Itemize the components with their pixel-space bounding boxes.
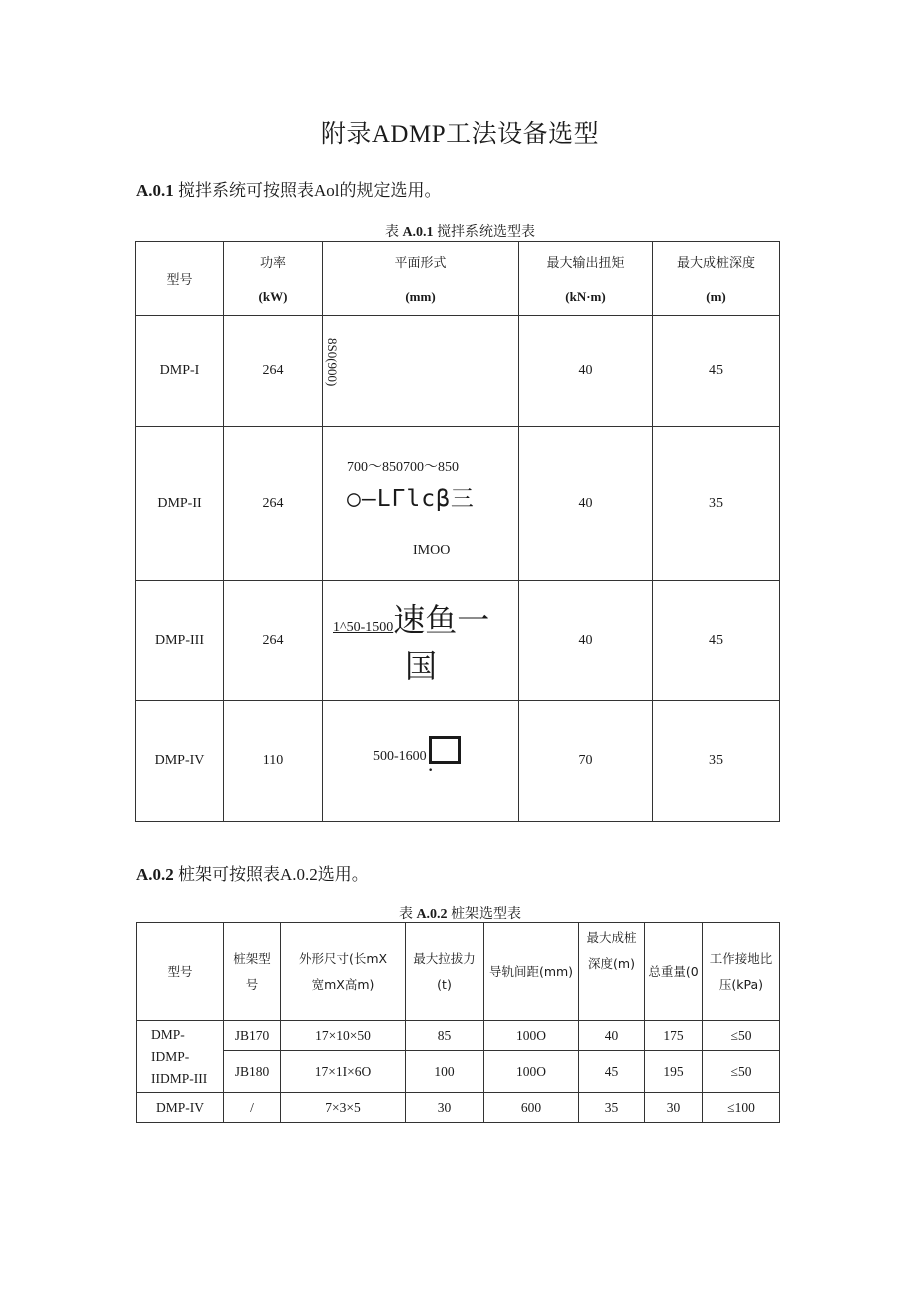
- table-a01-caption: 表 A.0.1 搅拌系统选型表: [384, 225, 536, 240]
- table-header-row: [137, 923, 780, 1021]
- table-row: DMP-IV 110 500-1600 · 70 35: [136, 701, 780, 822]
- header-torque: 最大输出扭矩 (kN·m): [519, 242, 653, 316]
- pile-frame-table: [136, 922, 780, 1123]
- header-depth: 最大成桩深度 (m): [653, 242, 780, 316]
- shape-sketch: 速鱼一: [393, 600, 490, 639]
- section-a02-number: A.0.2: [136, 865, 174, 884]
- header-shape: 平面形式 (mm): [323, 242, 519, 316]
- header-pull: 最大拉拔力 (t): [406, 923, 484, 1021]
- shape-cell: 500-1600 ·: [323, 701, 519, 822]
- header-weight: 总重量(0: [645, 923, 703, 1021]
- header-rail: 导轨间距(mm): [484, 923, 579, 1021]
- shape-cell: [323, 316, 519, 427]
- table-header-row: [136, 242, 780, 316]
- header-power: 功率 (kW): [224, 242, 323, 316]
- table-a02-caption: 表 A.0.2 桩架选型表: [398, 907, 522, 922]
- shape-cell: 1^50-1500速鱼一 国: [323, 581, 519, 701]
- header-pressure: 工作接地比 压(kPa): [703, 923, 780, 1021]
- header-frame: 桩架型 号: [224, 923, 281, 1021]
- table-row: JB180 17×1I×6O 100 100O 45 195 ≤50: [137, 1051, 780, 1093]
- table-row: DMP-III 264 1^50-1500速鱼一 国 40 45: [136, 581, 780, 701]
- section-a01-text: 搅拌系统可按照表Aol的规定选用。: [178, 181, 442, 200]
- header-dimensions: 外形尺寸(长mX 宽mX高m): [281, 923, 406, 1021]
- header-model: 型号: [137, 923, 224, 1021]
- header-depth: 最大成桩 深度(m): [579, 923, 645, 1021]
- table-row: DMP-I 264 8S0(900) 40 45: [136, 316, 780, 427]
- rotated-dimension: 8S0(900): [325, 338, 340, 387]
- section-a01-number: A.0.1: [136, 181, 174, 200]
- table-row: DMP- IDMP- IIDMP-III JB170 17×10×50 85 100O 40 175 ≤50: [137, 1021, 780, 1051]
- header-model: 型号: [136, 242, 224, 316]
- section-a01-heading: [136, 176, 442, 201]
- shape-sketch: ○—LΓlcβ三: [347, 486, 475, 512]
- shape-cell: 700～850700～850 ○—LΓlcβ三 IMOO: [323, 427, 519, 581]
- table-row: DMP-II 264 700～850700～850 ○—LΓlcβ三 IMOO 40 35: [136, 427, 780, 581]
- merged-model-cell: DMP- IDMP- IIDMP-III: [137, 1021, 224, 1093]
- table-row: DMP-IV / 7×3×5 30 600 35 30 ≤100: [137, 1093, 780, 1123]
- section-a02-heading: [136, 860, 369, 885]
- mixing-system-table: [135, 241, 780, 822]
- page-title: 附录ADMP工法设备选型: [320, 121, 600, 148]
- square-shape-icon: [429, 736, 461, 764]
- section-a02-text: 桩架可按照表A.0.2选用。: [178, 865, 369, 884]
